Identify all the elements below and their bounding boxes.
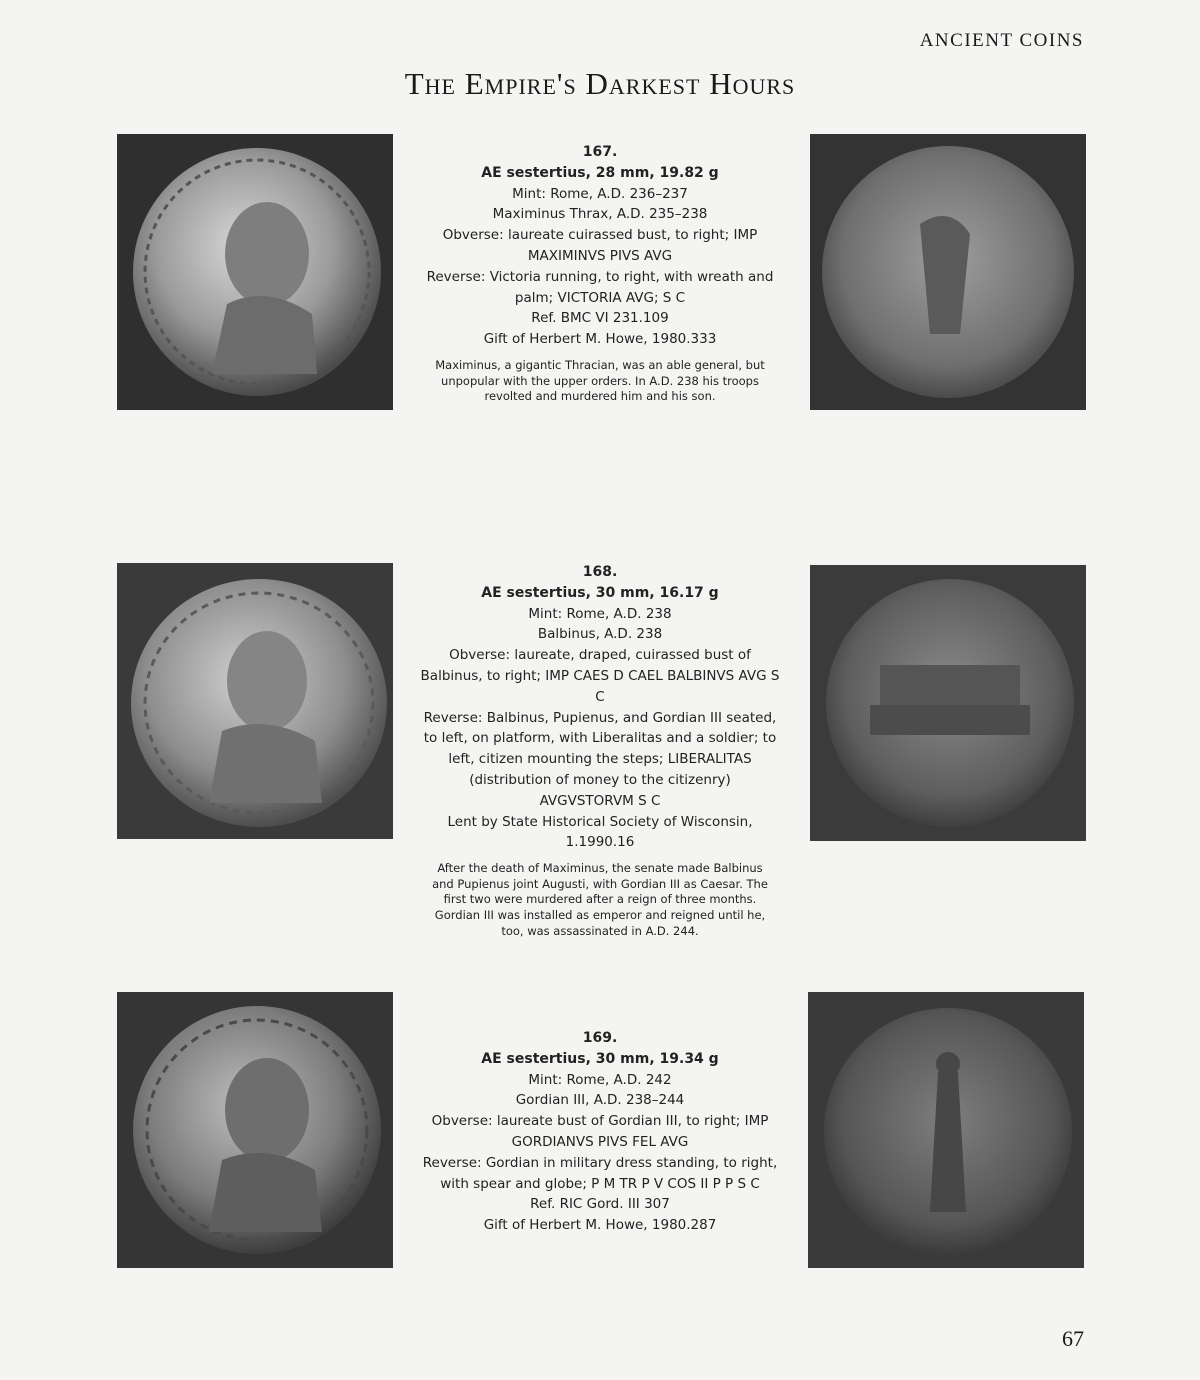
entry-obverse: Obverse: laureate, draped, cuirassed bust of Balbinus, to right; IMP CAES D CAEL BALBINVS AVG S C [420, 647, 780, 705]
entry-number: 168. [582, 564, 618, 580]
coin-168-reverse-photo [810, 565, 1086, 841]
catalog-entry-169 [420, 1028, 780, 1236]
entry-ruler: Maximinus Thrax, A.D. 235–238 [492, 206, 708, 223]
entry-reverse: Reverse: Gordian in military dress standing, to right, with spear and globe; P M TR P V COS II P P S C [422, 1154, 778, 1192]
entry-note: After the death of Maximinus, the senate made Balbinus and Pupienus joint Augusti, with Gordian III as Caesar. The first two were murdered after a reign of three months. Gordian III was installed as emperor and reigned until he, too, was assassinated in A.D. 244. [432, 861, 768, 938]
entry-reference: Ref. BMC VI 231.109 [531, 310, 669, 327]
entry-reverse: Reverse: Victoria running, to right, with wreath and palm; VICTORIA AVG; S C [426, 268, 774, 306]
coin-169-reverse-photo [808, 992, 1084, 1268]
entry-number: 169. [582, 1030, 618, 1046]
coin-169-obverse-photo [117, 992, 393, 1268]
entry-reference: Ref. RIC Gord. III 307 [530, 1196, 670, 1213]
entry-note: Maximinus, a gigantic Thracian, was an able general, but unpopular with the upper orders. In A.D. 238 his troops revolted and murdered him and his son. [435, 357, 765, 404]
entry-obverse: Obverse: laureate cuirassed bust, to right; IMP MAXIMINVS PIVS AVG [442, 227, 758, 264]
entry-denomination: AE sestertius, 30 mm, 16.17 g [481, 584, 719, 601]
catalog-entry-167 [420, 142, 780, 405]
entry-mint: Mint: Rome, A.D. 238 [528, 605, 672, 622]
entry-ruler: Balbinus, A.D. 238 [537, 626, 663, 643]
entry-denomination: AE sestertius, 28 mm, 19.82 g [481, 164, 719, 181]
page-number: 67 [1062, 1326, 1084, 1351]
entry-mint: Mint: Rome, A.D. 242 [528, 1071, 672, 1088]
entry-denomination: AE sestertius, 30 mm, 19.34 g [481, 1050, 719, 1067]
entry-credit: Gift of Herbert M. Howe, 1980.287 [483, 1217, 717, 1234]
entry-credit: Gift of Herbert M. Howe, 1980.333 [483, 331, 717, 348]
page-title: The Empire's Darkest Hours [404, 66, 796, 101]
entry-obverse: Obverse: laureate bust of Gordian III, to right; IMP GORDIANVS PIVS FEL AVG [431, 1113, 769, 1150]
entry-reverse: Reverse: Balbinus, Pupienus, and Gordian III seated, to left, on platform, with Liberalitas and a soldier; to left, citizen mounting the steps; LIBERALITAS (distribution of money to the citizenry) AVGVSTORVM S C [423, 709, 777, 809]
entry-credit: Lent by State Historical Society of Wisconsin, 1.1990.16 [447, 813, 753, 851]
entry-ruler: Gordian III, A.D. 238–244 [515, 1092, 685, 1109]
entry-number: 167. [582, 144, 618, 160]
catalog-entry-168 [420, 562, 780, 939]
entry-mint: Mint: Rome, A.D. 236–237 [512, 185, 688, 202]
coin-167-obverse-photo [117, 134, 393, 410]
section-label: ANCIENT COINS [919, 30, 1084, 51]
coin-168-obverse-photo [117, 563, 393, 839]
coin-167-reverse-photo [810, 134, 1086, 410]
